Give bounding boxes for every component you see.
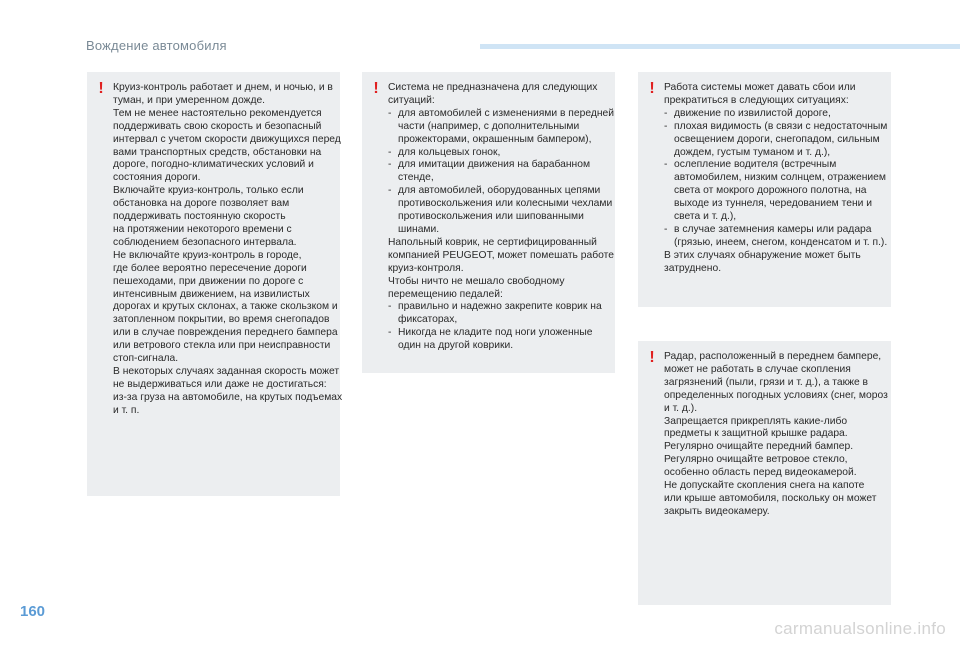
- warning-icon: !: [649, 349, 655, 366]
- text-line: света от мокрого дорожного полотна, на: [674, 185, 867, 197]
- warning-box-cruise-control: [87, 72, 343, 496]
- bullet-line: - движение по извилистой дороге,: [664, 108, 883, 121]
- text-line: пешеходами, при движении по дороге с: [113, 275, 304, 287]
- text-line: затруднено.: [664, 262, 722, 274]
- text-line: загрязнений (пыли, грязи и т. д.), а также в: [664, 376, 869, 388]
- text-line: автомобилем, низким солнцем, отражением: [674, 172, 886, 184]
- text-line: на протяжении некоторого времени с: [113, 223, 292, 235]
- text-line: Радар, расположенный в переднем бампере,: [664, 351, 882, 362]
- text-line: В этих случаях обнаружение может быть: [664, 249, 861, 261]
- text-line: перемещению педалей:: [388, 288, 503, 300]
- text-line: Включайте круиз-контроль, только если: [113, 185, 304, 197]
- text-line: соблюдением безопасного интервала.: [113, 236, 297, 248]
- text-line: Не включайте круиз-контроль в городе,: [113, 249, 302, 261]
- text-line: интервал с учетом скорости движущихся перед: [113, 133, 341, 145]
- text-line: один на другой коврики.: [398, 340, 514, 352]
- text-line: Система не предназначена для следующих: [388, 82, 598, 93]
- text-line: может не работать в случае скопления: [664, 363, 851, 375]
- text-line: дождем, густым туманом и т. д.),: [674, 146, 831, 158]
- text-line: Напольный коврик, не сертифицированный: [388, 236, 597, 248]
- section-title: Вождение автомобиля: [86, 38, 227, 53]
- warning-icon: !: [98, 80, 104, 97]
- bullet-line: - Никогда не кладите под ноги уложенные: [388, 327, 607, 340]
- warning-box-malfunction-situations: [638, 72, 891, 307]
- text-line: поддерживать свою скорость и безопасный: [113, 120, 322, 132]
- text-line: закрыть видеокамеру.: [664, 505, 770, 517]
- text-line: компанией PEUGEOT, может помешать работе: [388, 249, 614, 261]
- text-line: части (например, с дополнительными: [398, 120, 580, 132]
- text-line: прожекторами, окрашенным бампером),: [398, 133, 592, 145]
- text-line: В некоторых случаях заданная скорость может: [113, 365, 340, 377]
- text-line: и т. п.: [113, 404, 140, 416]
- text-line: Регулярно очищайте передний бампер.: [664, 441, 854, 453]
- warning-box-system-limits: [362, 72, 615, 373]
- text-line: не выдерживаться или даже не достигаться:: [113, 378, 327, 390]
- bullet-line: - для кольцевых гонок,: [388, 147, 607, 160]
- text-line: затопленном покрытии, во время снегопадов: [113, 314, 330, 326]
- text-line: интенсивным движением, на извилистых: [113, 288, 310, 300]
- bullet-line: - правильно и надежно закрепите коврик на: [388, 301, 607, 314]
- bullet-line: - для автомобилей, оборудованных цепями: [388, 185, 607, 198]
- text-line: круиз-контроля.: [388, 262, 464, 274]
- text-line: определенных погодных условиях (снег, мороз: [664, 389, 888, 401]
- text-line: шинами.: [398, 223, 440, 235]
- warning-icon: !: [373, 80, 379, 97]
- text-line: Запрещается прикреплять какие-либо: [664, 415, 848, 427]
- text-line: противоскольжения или колесными чехлами: [398, 198, 613, 210]
- text-line: Не допускайте скопления снега на капоте: [664, 480, 865, 492]
- warning-icon: !: [649, 80, 655, 97]
- text-line: поддерживать постоянную скорость: [113, 211, 286, 223]
- text-line: или в случае повреждения переднего бампера: [113, 327, 338, 339]
- text-line: или ветрового стекла или при неисправности: [113, 340, 331, 352]
- text-line: стоп-сигнала.: [113, 353, 179, 365]
- watermark: carmanualsonline.info: [774, 619, 946, 638]
- text-line: дорогах и крутых склонах, а также скользком и: [113, 301, 338, 313]
- bullet-line: - ослепление водителя (встречным: [664, 159, 883, 172]
- text-line: туман, и при умеренном дожде.: [113, 94, 266, 106]
- bullet-line: - для автомобилей с изменениями в передней: [388, 108, 607, 121]
- text-line: где более вероятно пересечение дороги: [113, 262, 307, 274]
- text-line: света и т. д.),: [674, 211, 737, 223]
- text-line: ситуаций:: [388, 94, 435, 106]
- text-line: Круиз-контроль работает и днем, и ночью, и в: [113, 82, 333, 93]
- text-line: противоскольжения или шипованными: [398, 211, 584, 223]
- bullet-line: - в случае затемнения камеры или радара: [664, 224, 883, 237]
- text-line: обстановка на дороге позволяет вам: [113, 198, 290, 210]
- text-line: Работа системы может давать сбои или: [664, 82, 856, 93]
- text-line: освещением дороги, снегопадом, сильным: [674, 133, 880, 145]
- text-line: особенно область перед видеокамерой.: [664, 467, 857, 479]
- text-line: выходе из туннеля, чередованием тени и: [674, 198, 872, 210]
- page-number: 160: [20, 603, 46, 620]
- warning-box-radar-camera: [638, 341, 891, 605]
- text-line: вами транспортных средств, обстановки на: [113, 146, 322, 158]
- text-line: и т. д.).: [664, 402, 698, 414]
- bullet-line: - для имитации движения на барабанном: [388, 159, 607, 172]
- text-line: прекратиться в следующих ситуациях:: [664, 94, 849, 106]
- text-line: состояния дороги.: [113, 172, 201, 184]
- header-accent-bar: [480, 44, 960, 49]
- text-line: Регулярно очищайте ветровое стекло,: [664, 454, 848, 466]
- text-line: фиксаторах,: [398, 314, 458, 326]
- text-line: или крыше автомобиля, поскольку он может: [664, 492, 877, 504]
- text-line: стенде,: [398, 172, 434, 184]
- bullet-line: - плохая видимость (в связи с недостаточным: [664, 121, 883, 134]
- text-line: (грязью, инеем, снегом, конденсатом и т. п.).: [674, 236, 888, 248]
- text-line: дороге, погодно-климатических условий и: [113, 159, 314, 171]
- text-line: Чтобы ничто не мешало свободному: [388, 275, 565, 287]
- text-line: из-за груза на автомобиле, на крутых подъемах: [113, 391, 343, 403]
- text-line: Тем не менее настоятельно рекомендуется: [113, 107, 322, 119]
- text-line: предметы к защитной крышке радара.: [664, 428, 848, 440]
